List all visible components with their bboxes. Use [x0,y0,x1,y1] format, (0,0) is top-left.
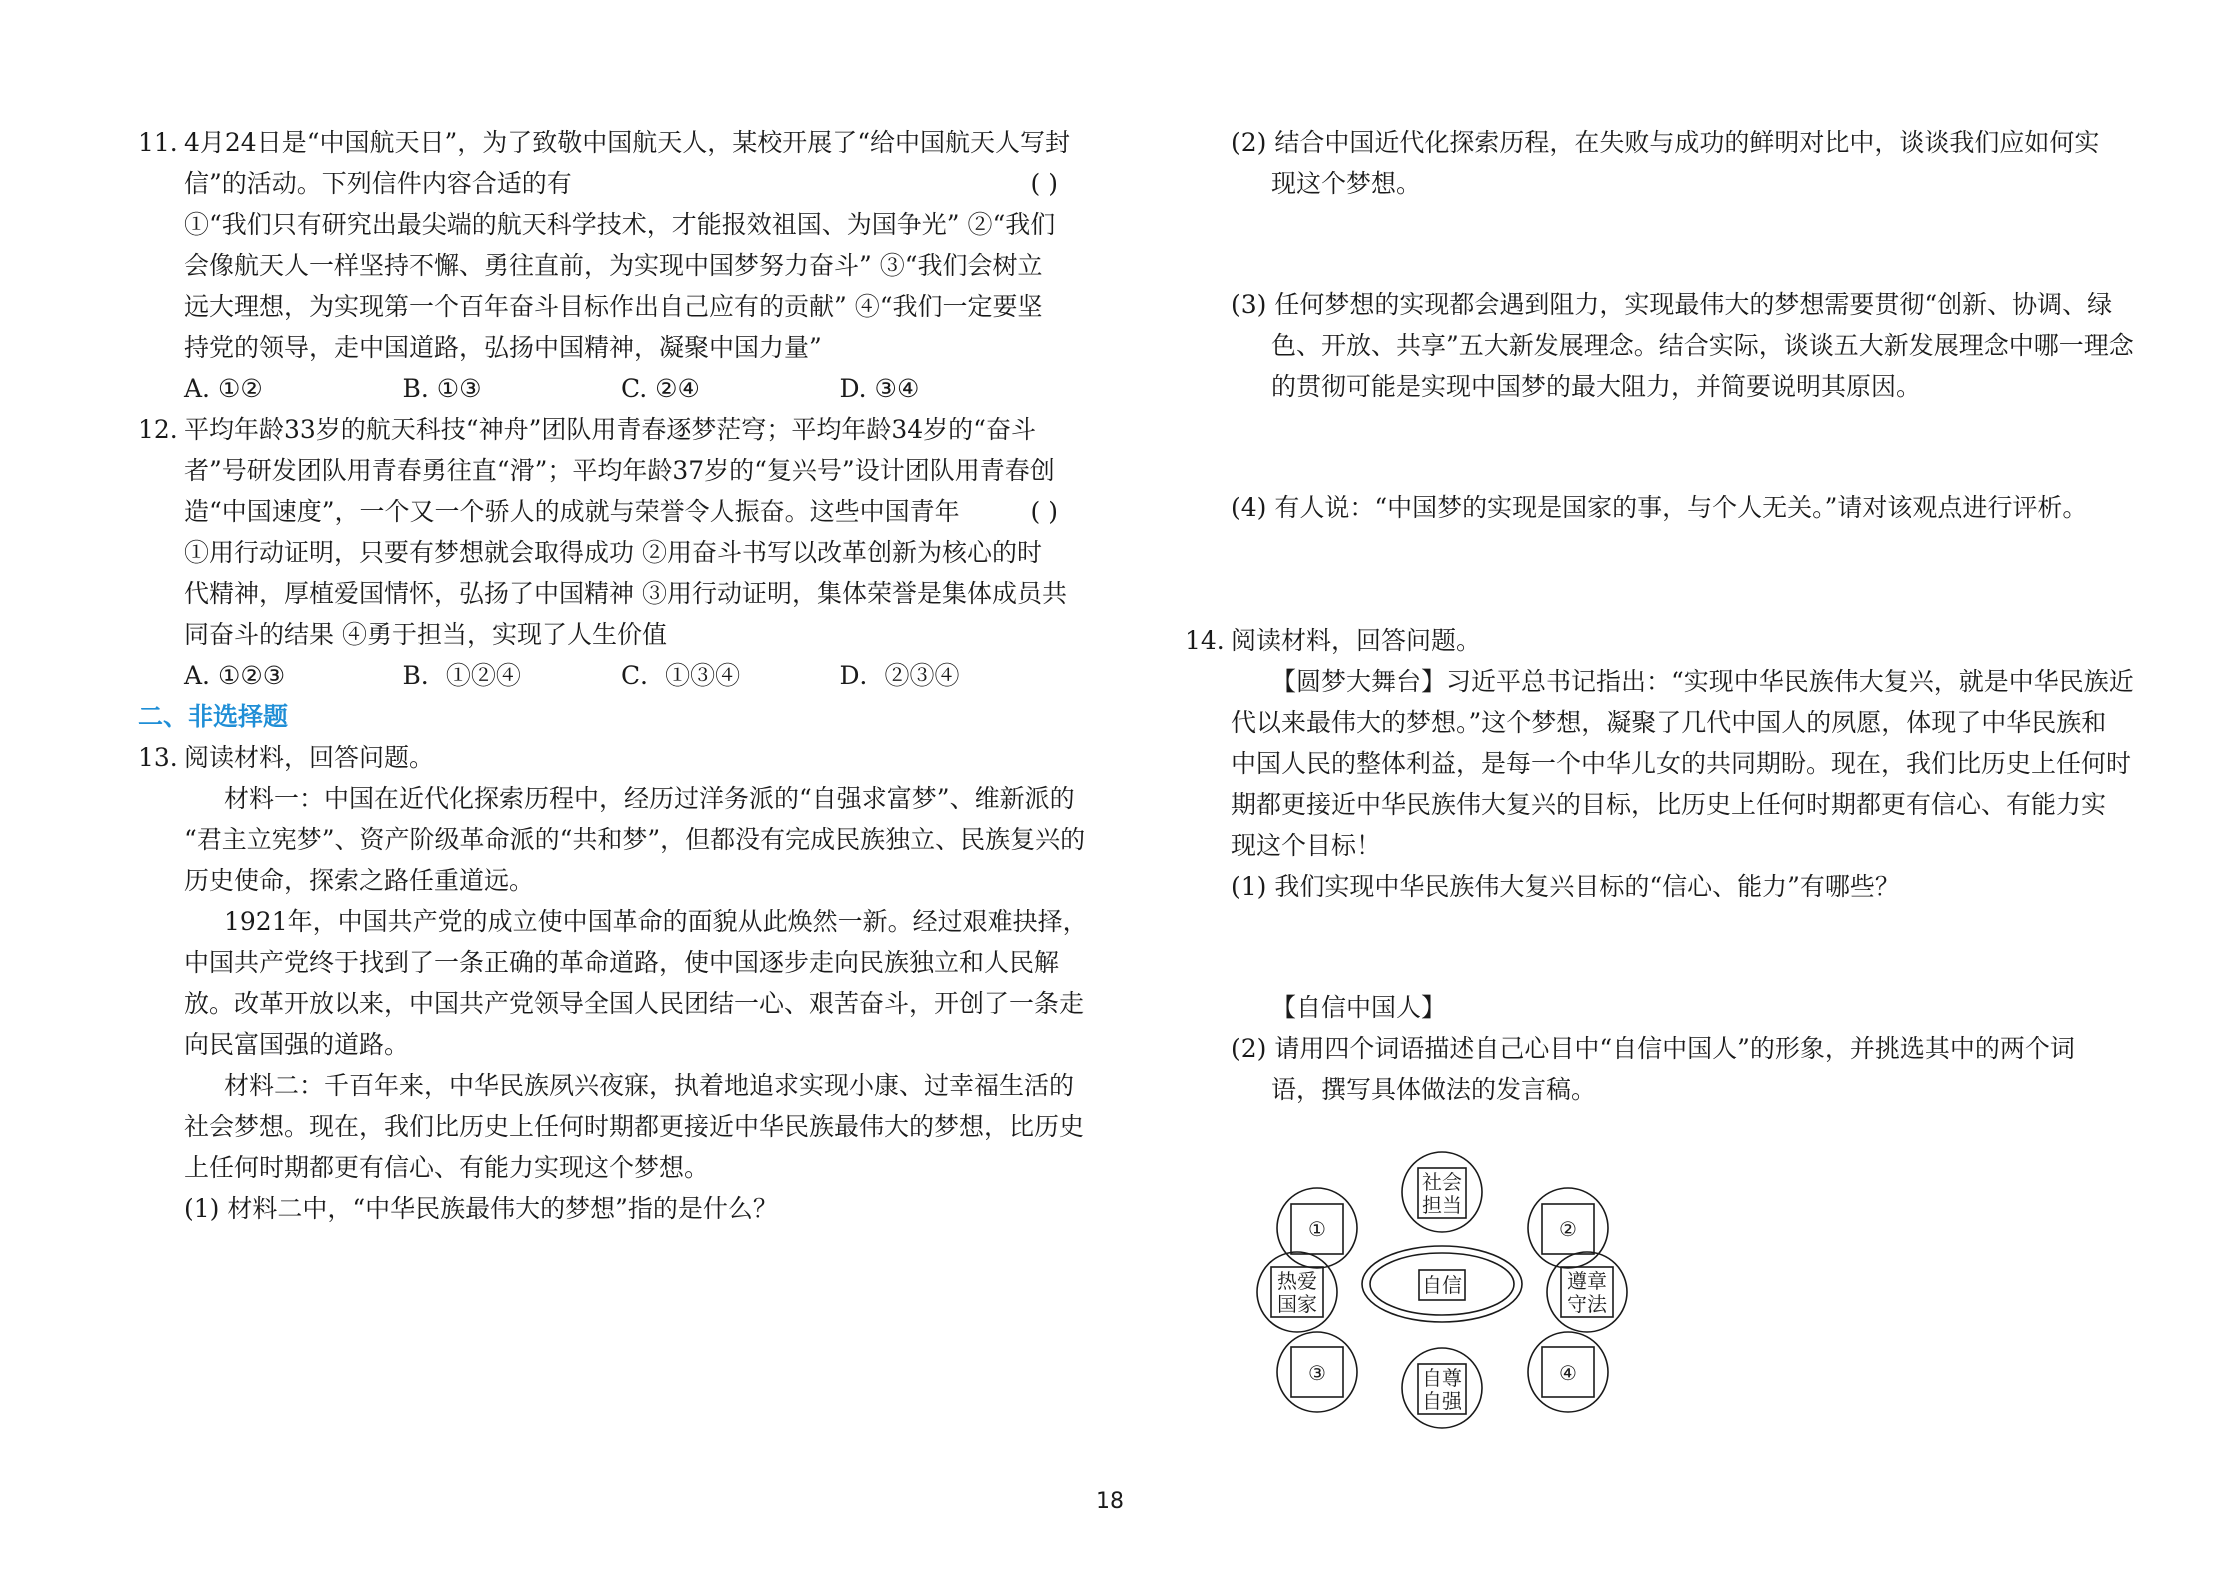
q12-statement: 同奋斗的结果 ④勇于担当，实现了人生价值 [184,620,667,649]
node-label: 守法 [1567,1292,1607,1316]
q12-option-c: C．①③④ [621,661,741,690]
q11-option-b: B. ①③ [402,374,482,403]
q12-option-a: A. ①②③ [184,661,286,690]
q14-number: 14. [1185,626,1225,655]
node-label: 遵章 [1567,1269,1607,1293]
q13-material-line: 放。改革开放以来，中国共产党领导全国人民团结一心、艰苦奋斗，开创了一条走 [184,989,1085,1018]
node-label: ④ [1559,1361,1577,1385]
q14-material-line: 【圆梦大舞台】习近平总书记指出：“实现中华民族伟大复兴，就是中华民族近 [1271,667,2134,696]
page-number: 18 [1096,1489,1124,1514]
q12-statement: ①用行动证明，只要有梦想就会取得成功 ②用奋斗书写以改革创新为核心的时 [184,538,1042,567]
q11-option-c: C. ②④ [621,374,700,403]
q13-material-line: 中国共产党终于找到了一条正确的革命道路，使中国逐步走向民族独立和人民解 [184,948,1060,977]
q12-answer-blank: ( ) [1030,497,1058,526]
q13-material-line: 社会梦想。现在，我们比历史上任何时期都更接近中华民族最伟大的梦想，比历史 [184,1112,1085,1141]
q12-line3 [138,491,1058,532]
section-title: 二、非选择题 [138,702,289,731]
q12-stem-2: 者”号研发团队用青春勇往直“滑”；平均年龄37岁的“复兴号”设计团队用青春创 [184,456,1055,485]
q13-material-line: “君主立宪梦”、资产阶级革命派的“共和梦”，但都没有完成民族独立、民族复兴的 [184,825,1086,854]
q14-material-line: 期都更接近中华民族伟大复兴的目标，比历史上任何时期都更有信心、有能力实 [1231,790,2107,819]
q14-material-line: 现这个目标！ [1231,831,1382,860]
q14-heading-2: 【自信中国人】 [1271,993,1447,1022]
q11-answer-blank: ( ) [1030,169,1058,198]
q13-intro: 阅读材料，回答问题。 [184,743,435,772]
q13-material-line: 向民富国强的道路。 [184,1030,410,1059]
q12-number: 12. [138,415,178,444]
q11-option-d: D. ③④ [839,374,920,403]
q13-line1 [138,737,1058,778]
q13-material-line: 历史使命，探索之路任重道远。 [184,866,535,895]
q11-statement: 远大理想，为实现第一个百年奋斗目标作出自己应有的贡献” ④“我们一定要坚 [184,292,1043,321]
node-label: 自尊 [1422,1366,1462,1390]
q14-intro: 阅读材料，回答问题。 [1231,626,1482,655]
q14-material-line: 代以来最伟大的梦想。”这个梦想，凝聚了几代中国人的夙愿，体现了中华民族和 [1231,708,2107,737]
answer-space [1185,204,2100,284]
q13-material-line: 材料二：千百年来，中华民族夙兴夜寐，执着地追求实现小康、过幸福生活的 [224,1071,1075,1100]
center-label: 自信 [1422,1273,1462,1297]
q13-subquestion-3: (3) 任何梦想的实现都会遇到阻力，实现最伟大的梦想需要贯彻“创新、协调、绿 [1231,290,2113,319]
q12-stem-1: 平均年龄33岁的航天科技“神舟”团队用青春逐梦茫穹；平均年龄34岁的“奋斗 [184,415,1036,444]
diagram-svg [1255,1150,1635,1470]
answer-space [1185,407,2100,487]
q11-stem-1: 4月24日是“中国航天日”，为了致敬中国航天人，某校开展了“给中国航天人写封 [184,128,1071,157]
q14-subquestion-2-cont: 语，撰写具体做法的发言稿。 [1271,1075,1597,1104]
q12-options [138,655,1058,696]
node-label: ② [1559,1217,1577,1241]
answer-space [1185,907,2100,987]
confident-chinese-diagram [1255,1150,1635,1470]
q11-statement: ①“我们只有研究出最尖端的航天科学技术，才能报效祖国、为国争光” ②“我们 [184,210,1056,239]
q13-subquestion-3-cont: 色、开放、共享”五大新发展理念。结合实际，谈谈五大新发展理念中哪一理念 [1271,331,2134,360]
left-column [138,122,1088,1229]
q11-option-a: A. ①② [184,374,263,403]
q13-subquestion-2-cont: 现这个梦想。 [1271,169,1422,198]
node-label: ③ [1308,1361,1326,1385]
node-label: 社会 [1422,1170,1462,1194]
q12-statement: 代精神，厚植爱国情怀，弘扬了中国精神 ③用行动证明，集体荣誉是集体成员共 [184,579,1067,608]
q13-subquestion-1: (1) 材料二中，“中华民族最伟大的梦想”指的是什么？ [184,1194,778,1223]
q12-option-d: D．②③④ [839,661,960,690]
q13-material-line: 1921年，中国共产党的成立使中国革命的面貌从此焕然一新。经过艰难抉择， [224,907,1088,936]
node-label: 自强 [1422,1389,1462,1413]
q12-line1 [138,409,1058,450]
q11-stem-2: 信”的活动。下列信件内容合适的有 [184,169,572,198]
node-label: ① [1308,1217,1326,1241]
node-label: 担当 [1422,1193,1462,1217]
q13-material-line: 材料一：中国在近代化探索历程中，经历过洋务派的“自强求富梦”、维新派的 [224,784,1075,813]
q11-options [138,368,1058,409]
node-label: 热爱 [1277,1269,1317,1293]
q12-option-b: B．①②④ [402,661,521,690]
answer-space [1185,528,2100,620]
q11-statement: 会像航天人一样坚持不懈、勇往直前，为实现中国梦努力奋斗” ③“我们会树立 [184,251,1043,280]
q11-number: 11. [138,128,178,157]
q12-stem-3: 造“中国速度”，一个又一个骄人的成就与荣誉令人振奋。这些中国青年 [184,497,960,526]
q11-line1 [138,122,1071,163]
node-label: 国家 [1277,1292,1317,1316]
q13-material-line: 上任何时期都更有信心、有能力实现这个梦想。 [184,1153,710,1182]
q14-line1 [1185,620,2100,661]
q13-subquestion-3-cont: 的贯彻可能是实现中国梦的最大阻力，并简要说明其原因。 [1271,372,1922,401]
q14-subquestion-1: (1) 我们实现中华民族伟大复兴目标的“信心、能力”有哪些？ [1231,872,1900,901]
q13-number: 13. [138,743,178,772]
q14-material-line: 中国人民的整体利益，是每一个中华儿女的共同期盼。现在，我们比历史上任何时 [1231,749,2132,778]
q14-subquestion-2: (2) 请用四个词语描述自己心目中“自信中国人”的形象，并挑选其中的两个词 [1231,1034,2075,1063]
right-column [1185,122,2134,1110]
q13-subquestion-4: (4) 有人说：“中国梦的实现是国家的事，与个人无关。”请对该观点进行评析。 [1231,493,2088,522]
q11-line2 [138,163,1058,204]
q13-subquestion-2: (2) 结合中国近代化探索历程，在失败与成功的鲜明对比中，谈谈我们应如何实 [1231,128,2100,157]
q11-statement: 持党的领导，走中国道路，弘扬中国精神，凝聚中国力量” [184,333,822,362]
